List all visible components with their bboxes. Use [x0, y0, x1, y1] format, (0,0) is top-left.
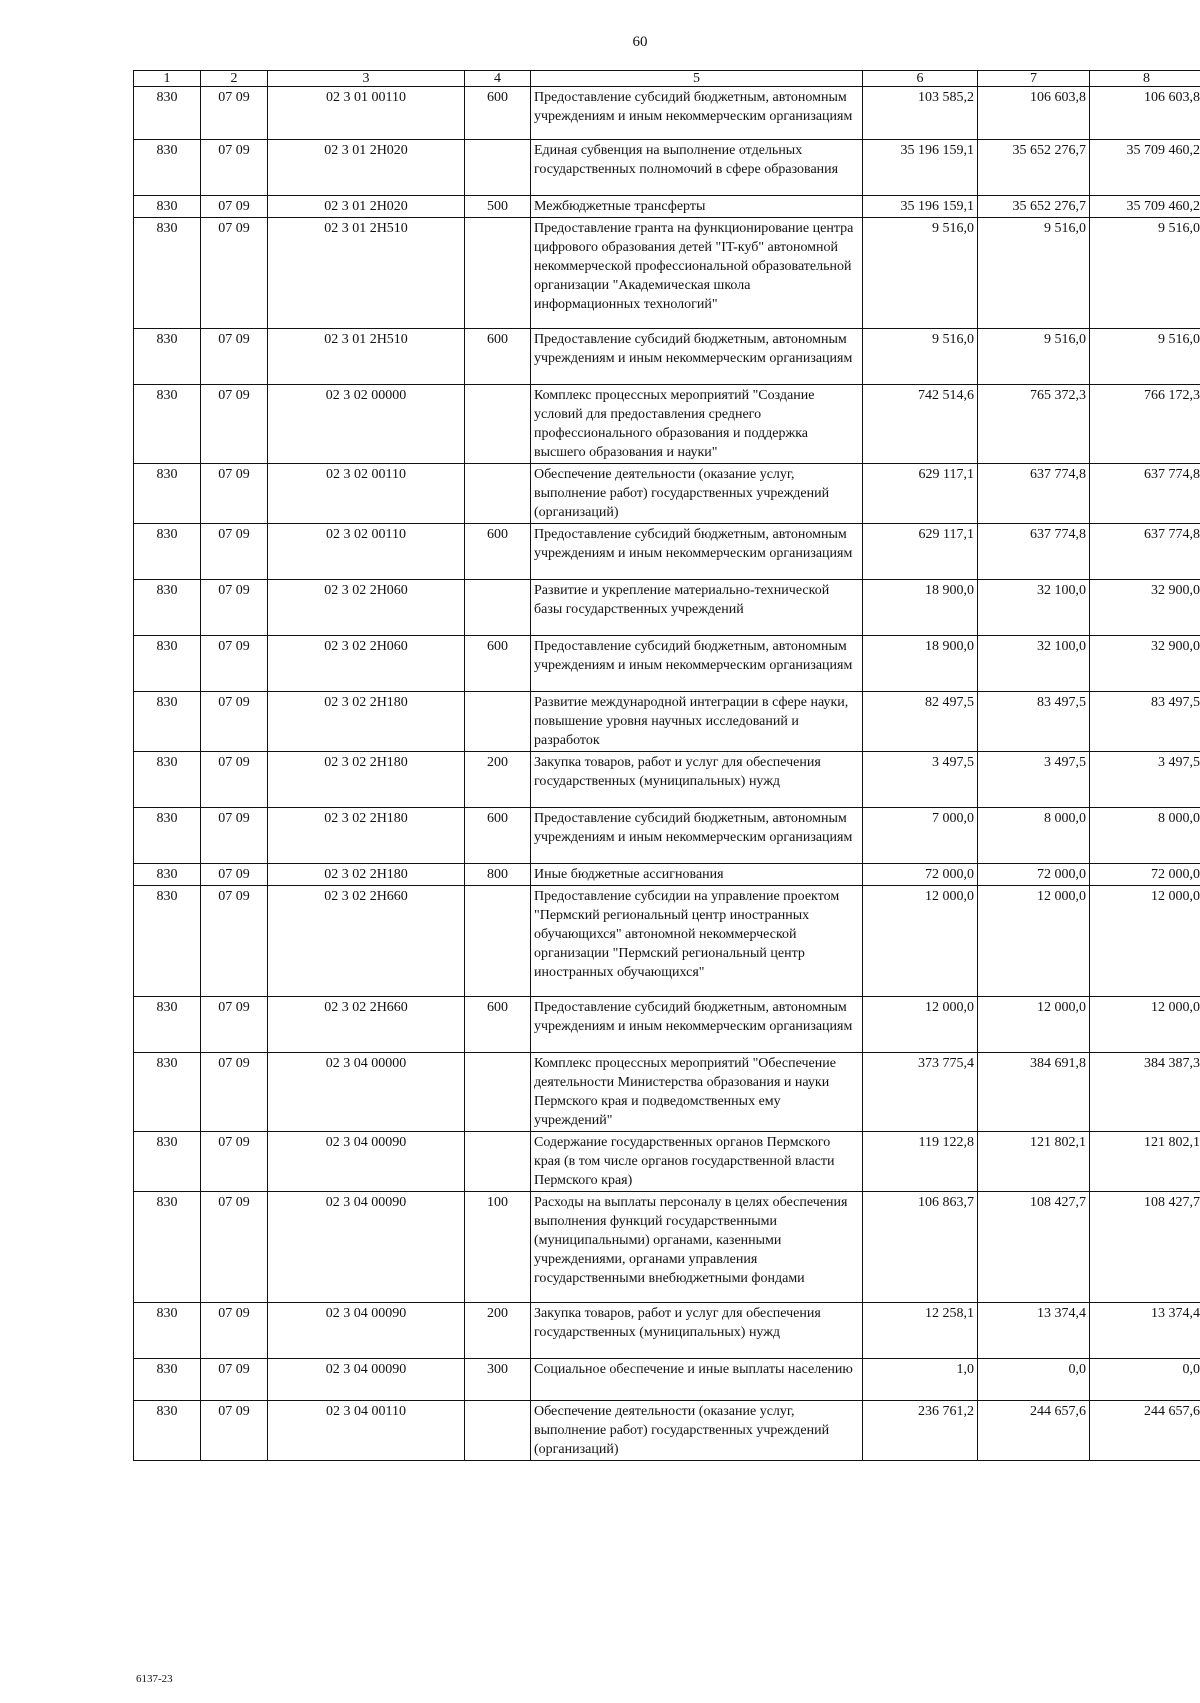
description-cell: Содержание государственных органов Пермского края (в том числе органов государственной власти Пермского края)	[531, 1132, 863, 1192]
table-row	[134, 580, 1200, 636]
gvbs-cell: 830	[134, 864, 201, 886]
description-cell: Обеспечение деятельности (оказание услуг, выполнение работ) государственных учреждений (организаций)	[531, 1401, 863, 1461]
gvbs-cell: 830	[134, 1401, 201, 1461]
target-article-cell: 02 3 02 00110	[268, 524, 465, 580]
header-cell: 1	[134, 71, 201, 87]
gvbs-cell: 830	[134, 524, 201, 580]
section-cell: 07 09	[201, 218, 268, 329]
target-article-cell: 02 3 01 2Н020	[268, 196, 465, 218]
target-article-cell: 02 3 01 2Н510	[268, 218, 465, 329]
table-row	[134, 524, 1200, 580]
gvbs-cell: 830	[134, 1303, 201, 1359]
table-row	[134, 808, 1200, 864]
description-cell: Предоставление субсидий бюджетным, автономным учреждениям и иным некоммерческим организациям	[531, 524, 863, 580]
gvbs-cell: 830	[134, 997, 201, 1053]
section-cell: 07 09	[201, 1303, 268, 1359]
amount-col6-cell: 72 000,0	[863, 864, 978, 886]
target-article-cell: 02 3 04 00110	[268, 1401, 465, 1461]
table-row	[134, 886, 1200, 997]
description-cell: Предоставление субсидий бюджетным, автономным учреждениям и иным некоммерческим организациям	[531, 329, 863, 385]
gvbs-cell: 830	[134, 808, 201, 864]
amount-col6-cell: 12 000,0	[863, 997, 978, 1053]
table-row	[134, 752, 1200, 808]
table-row	[134, 1132, 1200, 1192]
amount-col7-cell: 384 691,8	[978, 1053, 1090, 1132]
header-cell: 5	[531, 71, 863, 87]
gvbs-cell: 830	[134, 752, 201, 808]
expense-type-cell: 600	[465, 808, 531, 864]
section-cell: 07 09	[201, 1359, 268, 1401]
gvbs-cell: 830	[134, 464, 201, 524]
target-article-cell: 02 3 02 2Н180	[268, 808, 465, 864]
expense-type-cell	[465, 886, 531, 997]
amount-col6-cell: 236 761,2	[863, 1401, 978, 1461]
amount-col8-cell: 108 427,7	[1090, 1192, 1200, 1303]
description-cell: Закупка товаров, работ и услуг для обеспечения государственных (муниципальных) нужд	[531, 752, 863, 808]
description-cell: Единая субвенция на выполнение отдельных государственных полномочий в сфере образования	[531, 140, 863, 196]
amount-col8-cell: 106 603,8	[1090, 87, 1200, 140]
target-article-cell: 02 3 02 00000	[268, 385, 465, 464]
table-row	[134, 329, 1200, 385]
description-cell: Предоставление субсидий бюджетным, автономным учреждениям и иным некоммерческим организациям	[531, 997, 863, 1053]
amount-col6-cell: 18 900,0	[863, 580, 978, 636]
table-row	[134, 1053, 1200, 1132]
amount-col8-cell: 32 900,0	[1090, 636, 1200, 692]
amount-col6-cell: 629 117,1	[863, 464, 978, 524]
description-cell: Предоставление гранта на функционирование центра цифрового образования детей "IT-куб" автономной некоммерческой профессиональной образовательной организации "Академическая школа информационных технологий"	[531, 218, 863, 329]
gvbs-cell: 830	[134, 329, 201, 385]
description-cell: Межбюджетные трансферты	[531, 196, 863, 218]
section-cell: 07 09	[201, 87, 268, 140]
table-row	[134, 997, 1200, 1053]
target-article-cell: 02 3 02 00110	[268, 464, 465, 524]
amount-col8-cell: 384 387,3	[1090, 1053, 1200, 1132]
expense-type-cell	[465, 1132, 531, 1192]
header-cell: 3	[268, 71, 465, 87]
expense-type-cell: 200	[465, 752, 531, 808]
amount-col6-cell: 18 900,0	[863, 636, 978, 692]
budget-table	[133, 70, 1200, 1461]
expense-type-cell: 100	[465, 1192, 531, 1303]
section-cell: 07 09	[201, 580, 268, 636]
gvbs-cell: 830	[134, 1132, 201, 1192]
amount-col7-cell: 32 100,0	[978, 636, 1090, 692]
amount-col6-cell: 35 196 159,1	[863, 140, 978, 196]
amount-col7-cell: 637 774,8	[978, 464, 1090, 524]
description-cell: Иные бюджетные ассигнования	[531, 864, 863, 886]
amount-col8-cell: 637 774,8	[1090, 464, 1200, 524]
amount-col7-cell: 244 657,6	[978, 1401, 1090, 1461]
amount-col8-cell: 3 497,5	[1090, 752, 1200, 808]
target-article-cell: 02 3 02 2Н180	[268, 752, 465, 808]
amount-col7-cell: 12 000,0	[978, 886, 1090, 997]
expense-type-cell	[465, 1053, 531, 1132]
table-row	[134, 464, 1200, 524]
amount-col6-cell: 9 516,0	[863, 329, 978, 385]
target-article-cell: 02 3 02 2Н180	[268, 864, 465, 886]
target-article-cell: 02 3 02 2Н060	[268, 636, 465, 692]
section-cell: 07 09	[201, 464, 268, 524]
table-row	[134, 140, 1200, 196]
section-cell: 07 09	[201, 140, 268, 196]
section-cell: 07 09	[201, 524, 268, 580]
expense-type-cell	[465, 464, 531, 524]
amount-col7-cell: 72 000,0	[978, 864, 1090, 886]
section-cell: 07 09	[201, 1053, 268, 1132]
amount-col8-cell: 637 774,8	[1090, 524, 1200, 580]
gvbs-cell: 830	[134, 140, 201, 196]
amount-col8-cell: 0,0	[1090, 1359, 1200, 1401]
amount-col8-cell: 121 802,1	[1090, 1132, 1200, 1192]
description-cell: Предоставление субсидий бюджетным, автономным учреждениям и иным некоммерческим организациям	[531, 636, 863, 692]
expense-type-cell: 600	[465, 524, 531, 580]
description-cell: Закупка товаров, работ и услуг для обеспечения государственных (муниципальных) нужд	[531, 1303, 863, 1359]
target-article-cell: 02 3 01 00110	[268, 87, 465, 140]
amount-col7-cell: 12 000,0	[978, 997, 1090, 1053]
gvbs-cell: 830	[134, 218, 201, 329]
description-cell: Социальное обеспечение и иные выплаты населению	[531, 1359, 863, 1401]
amount-col6-cell: 106 863,7	[863, 1192, 978, 1303]
section-cell: 07 09	[201, 808, 268, 864]
section-cell: 07 09	[201, 636, 268, 692]
amount-col6-cell: 119 122,8	[863, 1132, 978, 1192]
amount-col7-cell: 32 100,0	[978, 580, 1090, 636]
amount-col8-cell: 35 709 460,2	[1090, 140, 1200, 196]
section-cell: 07 09	[201, 1192, 268, 1303]
amount-col7-cell: 106 603,8	[978, 87, 1090, 140]
section-cell: 07 09	[201, 1132, 268, 1192]
target-article-cell: 02 3 02 2Н660	[268, 886, 465, 997]
description-cell: Комплекс процессных мероприятий "Создание условий для предоставления среднего профессионального образования и поддержка высшего образования и науки"	[531, 385, 863, 464]
amount-col7-cell: 35 652 276,7	[978, 140, 1090, 196]
table-row	[134, 864, 1200, 886]
amount-col8-cell: 83 497,5	[1090, 692, 1200, 752]
amount-col8-cell: 766 172,3	[1090, 385, 1200, 464]
amount-col7-cell: 765 372,3	[978, 385, 1090, 464]
amount-col8-cell: 9 516,0	[1090, 218, 1200, 329]
amount-col7-cell: 3 497,5	[978, 752, 1090, 808]
target-article-cell: 02 3 04 00000	[268, 1053, 465, 1132]
document-code: 6137-23	[136, 1673, 173, 1685]
header-cell: 8	[1090, 71, 1200, 87]
expense-type-cell: 600	[465, 87, 531, 140]
amount-col6-cell: 12 000,0	[863, 886, 978, 997]
target-article-cell: 02 3 02 2Н180	[268, 692, 465, 752]
amount-col7-cell: 0,0	[978, 1359, 1090, 1401]
gvbs-cell: 830	[134, 87, 201, 140]
section-cell: 07 09	[201, 864, 268, 886]
expense-type-cell: 500	[465, 196, 531, 218]
table-row	[134, 692, 1200, 752]
amount-col6-cell: 7 000,0	[863, 808, 978, 864]
amount-col6-cell: 12 258,1	[863, 1303, 978, 1359]
section-cell: 07 09	[201, 196, 268, 218]
expense-type-cell: 600	[465, 636, 531, 692]
target-article-cell: 02 3 02 2Н060	[268, 580, 465, 636]
amount-col6-cell: 103 585,2	[863, 87, 978, 140]
expense-type-cell	[465, 1401, 531, 1461]
amount-col7-cell: 35 652 276,7	[978, 196, 1090, 218]
table-row	[134, 1192, 1200, 1303]
description-cell: Комплекс процессных мероприятий "Обеспечение деятельности Министерства образования и науки Пермского края и подведомственных ему учреждений"	[531, 1053, 863, 1132]
description-cell: Предоставление субсидии на управление проектом "Пермский региональный центр иностранных обучающихся" автономной некоммерческой организации "Пермский региональный центр иностранных обучающихся"	[531, 886, 863, 997]
page-number: 60	[632, 34, 648, 50]
header-row	[134, 71, 1200, 87]
expense-type-cell: 600	[465, 997, 531, 1053]
table-row	[134, 196, 1200, 218]
gvbs-cell: 830	[134, 1053, 201, 1132]
expense-type-cell	[465, 218, 531, 329]
target-article-cell: 02 3 04 00090	[268, 1359, 465, 1401]
gvbs-cell: 830	[134, 886, 201, 997]
section-cell: 07 09	[201, 692, 268, 752]
target-article-cell: 02 3 01 2Н020	[268, 140, 465, 196]
table-row	[134, 87, 1200, 140]
amount-col8-cell: 12 000,0	[1090, 997, 1200, 1053]
expense-type-cell: 300	[465, 1359, 531, 1401]
table-row	[134, 385, 1200, 464]
target-article-cell: 02 3 04 00090	[268, 1132, 465, 1192]
gvbs-cell: 830	[134, 1359, 201, 1401]
description-cell: Расходы на выплаты персоналу в целях обеспечения выполнения функций государственными (муниципальными) органами, казенными учреждениями, органами управления государственными внебюджетными фондами	[531, 1192, 863, 1303]
amount-col6-cell: 1,0	[863, 1359, 978, 1401]
amount-col7-cell: 83 497,5	[978, 692, 1090, 752]
amount-col6-cell: 3 497,5	[863, 752, 978, 808]
gvbs-cell: 830	[134, 692, 201, 752]
amount-col6-cell: 82 497,5	[863, 692, 978, 752]
gvbs-cell: 830	[134, 196, 201, 218]
gvbs-cell: 830	[134, 1192, 201, 1303]
amount-col6-cell: 629 117,1	[863, 524, 978, 580]
target-article-cell: 02 3 04 00090	[268, 1192, 465, 1303]
description-cell: Обеспечение деятельности (оказание услуг, выполнение работ) государственных учреждений (организаций)	[531, 464, 863, 524]
expense-type-cell	[465, 385, 531, 464]
expense-type-cell	[465, 692, 531, 752]
amount-col8-cell: 32 900,0	[1090, 580, 1200, 636]
table-row	[134, 1401, 1200, 1461]
header-cell: 4	[465, 71, 531, 87]
amount-col8-cell: 9 516,0	[1090, 329, 1200, 385]
expense-type-cell: 800	[465, 864, 531, 886]
section-cell: 07 09	[201, 886, 268, 997]
amount-col7-cell: 9 516,0	[978, 218, 1090, 329]
header-cell: 2	[201, 71, 268, 87]
description-cell: Предоставление субсидий бюджетным, автономным учреждениям и иным некоммерческим организациям	[531, 808, 863, 864]
section-cell: 07 09	[201, 752, 268, 808]
amount-col8-cell: 244 657,6	[1090, 1401, 1200, 1461]
amount-col7-cell: 9 516,0	[978, 329, 1090, 385]
header-cell: 6	[863, 71, 978, 87]
description-cell: Развитие и укрепление материально-технической базы государственных учреждений	[531, 580, 863, 636]
description-cell: Предоставление субсидий бюджетным, автономным учреждениям и иным некоммерческим организациям	[531, 87, 863, 140]
gvbs-cell: 830	[134, 580, 201, 636]
amount-col7-cell: 8 000,0	[978, 808, 1090, 864]
expense-type-cell: 600	[465, 329, 531, 385]
amount-col6-cell: 373 775,4	[863, 1053, 978, 1132]
gvbs-cell: 830	[134, 385, 201, 464]
amount-col6-cell: 742 514,6	[863, 385, 978, 464]
amount-col8-cell: 72 000,0	[1090, 864, 1200, 886]
description-cell: Развитие международной интеграции в сфере науки, повышение уровня научных исследований и разработок	[531, 692, 863, 752]
section-cell: 07 09	[201, 997, 268, 1053]
expense-type-cell	[465, 580, 531, 636]
amount-col7-cell: 108 427,7	[978, 1192, 1090, 1303]
amount-col7-cell: 13 374,4	[978, 1303, 1090, 1359]
amount-col8-cell: 35 709 460,2	[1090, 196, 1200, 218]
amount-col6-cell: 35 196 159,1	[863, 196, 978, 218]
amount-col7-cell: 121 802,1	[978, 1132, 1090, 1192]
table-row	[134, 636, 1200, 692]
target-article-cell: 02 3 04 00090	[268, 1303, 465, 1359]
table-row	[134, 1359, 1200, 1401]
expense-type-cell	[465, 140, 531, 196]
amount-col8-cell: 12 000,0	[1090, 886, 1200, 997]
amount-col7-cell: 637 774,8	[978, 524, 1090, 580]
section-cell: 07 09	[201, 329, 268, 385]
header-cell: 7	[978, 71, 1090, 87]
section-cell: 07 09	[201, 385, 268, 464]
section-cell: 07 09	[201, 1401, 268, 1461]
amount-col6-cell: 9 516,0	[863, 218, 978, 329]
target-article-cell: 02 3 02 2Н660	[268, 997, 465, 1053]
amount-col8-cell: 8 000,0	[1090, 808, 1200, 864]
target-article-cell: 02 3 01 2Н510	[268, 329, 465, 385]
amount-col8-cell: 13 374,4	[1090, 1303, 1200, 1359]
expense-type-cell: 200	[465, 1303, 531, 1359]
table-row	[134, 1303, 1200, 1359]
gvbs-cell: 830	[134, 636, 201, 692]
table-row	[134, 218, 1200, 329]
